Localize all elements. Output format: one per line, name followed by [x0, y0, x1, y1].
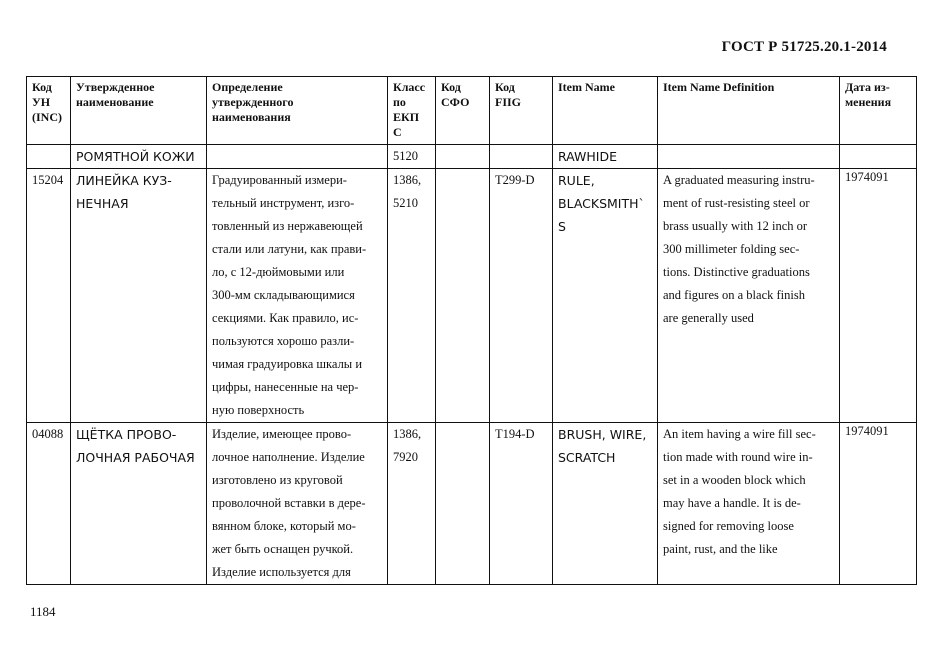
cell-approved-name: ЛИНЕЙКА КУЗ- НЕЧНАЯ — [71, 169, 207, 423]
page-number: 1184 — [30, 604, 56, 619]
cell-change-date: 1974091 — [840, 423, 917, 585]
cell-approved-name: РОМЯТНОЙ КОЖИ — [71, 145, 207, 169]
cell-class: 5120 — [388, 145, 436, 169]
header-definition: Определение утвержденного наименования — [207, 77, 388, 145]
cell-sfo — [436, 169, 490, 423]
table-row — [27, 423, 917, 585]
cell-change-date — [840, 145, 917, 169]
cell-definition: Градуированный измери- тельный инструмент, изго- товленный из нержавеющей стали или латуни, как прави- ло, с 12-дюймовыми или 300-мм складывающимися секциями. Как правило, ис- пользуются хорошо разли- чимая градуировка шкалы и цифры, нанесенные на чер- ную поверхность — [207, 169, 388, 423]
cell-item-definition: A graduated measuring instru- ment of rust-resisting steel or brass usually with 12 inch or 300 millimeter folding sec- tions. Distinctive graduations and figures on a black finish are generally used — [658, 169, 840, 423]
cell-sfo — [436, 423, 490, 585]
cell-item-definition: An item having a wire fill sec- tion made with round wire in- set in a wooden block which may have a handle. It is de- signed for removing loose paint, rust, and the like — [658, 423, 840, 585]
cell-definition: Изделие, имеющее прово- лочное наполнение. Изделие изготовлено из круговой проволочной вставки в дере- вянном блоке, который мо- жет быть оснащен ручкой. Изделие используется для — [207, 423, 388, 585]
table-header-row — [27, 77, 917, 145]
cell-definition — [207, 145, 388, 169]
cell-item-name: RULE, BLACKSMITH` S — [553, 169, 658, 423]
header-fiig: Код FIIG — [490, 77, 553, 145]
cell-code: 15204 — [27, 169, 71, 423]
cell-code — [27, 145, 71, 169]
cell-approved-name: ЩЁТКА ПРОВО- ЛОЧНАЯ РАБОЧАЯ — [71, 423, 207, 585]
header-approved-name: Утвержденное наименование — [71, 77, 207, 145]
cell-sfo — [436, 145, 490, 169]
header-item-definition: Item Name Definition — [658, 77, 840, 145]
catalog-table — [26, 76, 917, 585]
cell-class: 1386, 7920 — [388, 423, 436, 585]
header-change-date: Дата из- менения — [840, 77, 917, 145]
cell-change-date: 1974091 — [840, 169, 917, 423]
cell-item-name: RAWHIDE — [553, 145, 658, 169]
header-item-name: Item Name — [553, 77, 658, 145]
header-sfo: Код СФО — [436, 77, 490, 145]
table-row — [27, 169, 917, 423]
header-class: Класс по ЕКП С — [388, 77, 436, 145]
table-row-continuation — [27, 145, 917, 169]
cell-item-definition — [658, 145, 840, 169]
cell-code: 04088 — [27, 423, 71, 585]
cell-item-name: BRUSH, WIRE, SCRATCH — [553, 423, 658, 585]
document-code: ГОСТ Р 51725.20.1-2014 — [721, 39, 887, 55]
header-code: Код УН (INC) — [27, 77, 71, 145]
cell-fiig: T194-D — [490, 423, 553, 585]
cell-fiig — [490, 145, 553, 169]
cell-fiig: T299-D — [490, 169, 553, 423]
cell-class: 1386, 5210 — [388, 169, 436, 423]
